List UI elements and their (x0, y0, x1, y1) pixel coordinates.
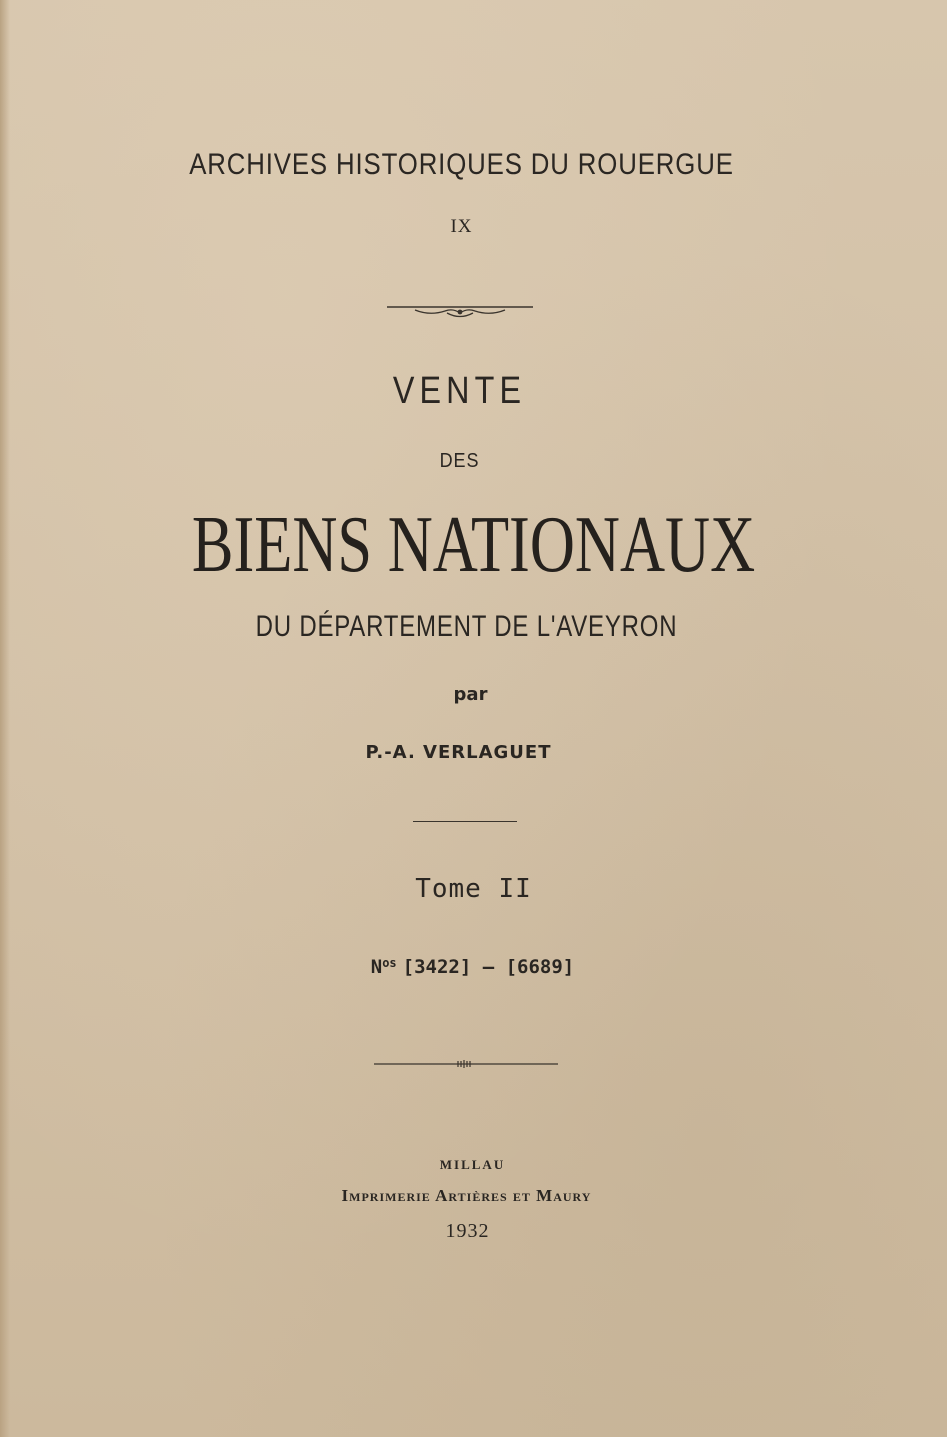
numbers-superscript: os (382, 956, 397, 970)
entry-number-range (0, 957, 946, 977)
numbers-range: [3422] — [6689] (402, 956, 575, 978)
author-name: P.-A. VERLAGUET (365, 742, 552, 763)
publication-year: 1932 (445, 1220, 490, 1242)
printer-name: Imprimerie Artières et Maury (341, 1186, 592, 1205)
horizontal-rule (413, 821, 517, 822)
title-line-vente: VENTE (392, 370, 527, 412)
numbers-prefix: N (370, 956, 383, 978)
title-line-des: DES (439, 450, 480, 472)
series-number: IX (450, 216, 473, 237)
volume-label: Tome II (415, 874, 532, 904)
publication-city: MILLAU (439, 1157, 506, 1172)
series-title: ARCHIVES HISTORIQUES DU ROUERGUE (189, 148, 734, 181)
small-ornament-divider-icon (372, 1058, 560, 1070)
by-label: par (453, 684, 488, 705)
ornament-divider-icon (385, 298, 535, 322)
main-title: BIENS NATIONAUX (191, 501, 756, 589)
subtitle: DU DÉPARTEMENT DE L'AVEYRON (255, 610, 678, 643)
